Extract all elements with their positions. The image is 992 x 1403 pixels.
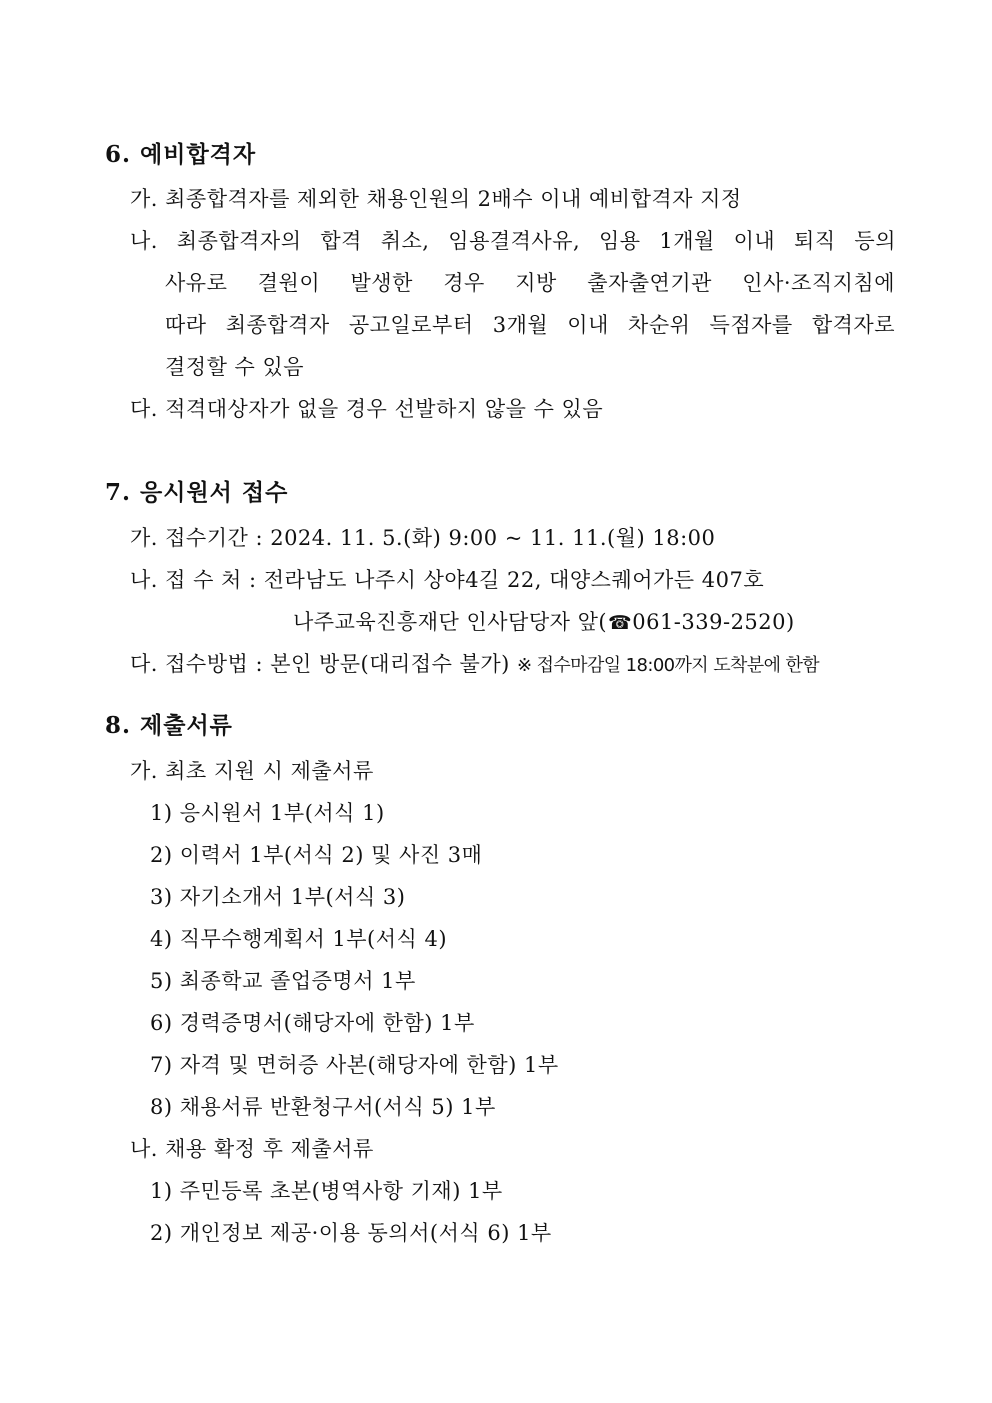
s8-ga-list-item: 8) 채용서류 반환청구서(서식 5) 1부 [150, 1095, 496, 1119]
s8-item-na: 나. 채용 확정 후 제출서류 [130, 1137, 374, 1161]
s7-item-na-line-2 [293, 607, 795, 638]
s8-ga-list-item: 7) 자격 및 면허증 사본(해당자에 한함) 1부 [150, 1053, 559, 1077]
s6-item-na-line-3: 따라 최종합격자 공고일로부터 3개월 이내 차순위 득점자를 합격자로 [165, 313, 895, 337]
s7-item-da [130, 649, 819, 681]
s8-ga-list-item: 6) 경력증명서(해당자에 한함) 1부 [150, 1011, 475, 1035]
section-8-title: 8. 제출서류 [105, 712, 233, 739]
s7-contact-text: 나주교육진흥재단 인사담당자 앞( [293, 610, 608, 634]
s8-ga-list-item: 3) 자기소개서 1부(서식 3) [150, 885, 406, 909]
s6-item-na-line-1: 나. 최종합격자의 합격 취소, 임용결격사유, 임용 1개월 이내 퇴직 등의 [130, 229, 896, 253]
phone-icon: ☎ [608, 612, 633, 634]
s8-ga-list-item: 5) 최종학교 졸업증명서 1부 [150, 969, 416, 993]
s8-ga-list-item: 2) 이력서 1부(서식 2) 및 사진 3매 [150, 843, 483, 867]
s6-item-na-line-2: 사유로 결원이 발생한 경우 지방 출자출연기관 인사·조직지침에 [165, 271, 895, 295]
s7-method-note: ※ 접수마감일 18:00까지 도착분에 한함 [516, 655, 820, 676]
section-7-title: 7. 응시원서 접수 [105, 479, 289, 506]
s8-ga-list-item: 1) 응시원서 1부(서식 1) [150, 801, 385, 825]
s6-item-na-line-4: 결정할 수 있음 [165, 355, 305, 379]
s6-item-ga: 가. 최종합격자를 제외한 채용인원의 2배수 이내 예비합격자 지정 [130, 187, 742, 211]
s7-phone-number: 061-339-2520) [632, 610, 795, 634]
s7-item-ga: 가. 접수기간 : 2024. 11. 5.(화) 9:00 ~ 11. 11.(월) 18:00 [130, 526, 716, 550]
s7-method-text: 다. 접수방법 : 본인 방문(대리접수 불가) [130, 652, 517, 676]
s8-na-list-item: 2) 개인정보 제공·이용 동의서(서식 6) 1부 [150, 1221, 552, 1245]
s8-ga-list-item: 4) 직무수행계획서 1부(서식 4) [150, 927, 448, 951]
s6-item-da: 다. 적격대상자가 없을 경우 선발하지 않을 수 있음 [130, 397, 604, 421]
s7-item-na-line-1: 나. 접 수 처 : 전라남도 나주시 상야4길 22, 대양스퀘어가든 407호 [130, 568, 765, 592]
s8-na-list-item: 1) 주민등록 초본(병역사항 기재) 1부 [150, 1179, 503, 1203]
section-6-title: 6. 예비합격자 [105, 141, 257, 168]
s8-item-ga: 가. 최초 지원 시 제출서류 [130, 759, 374, 783]
